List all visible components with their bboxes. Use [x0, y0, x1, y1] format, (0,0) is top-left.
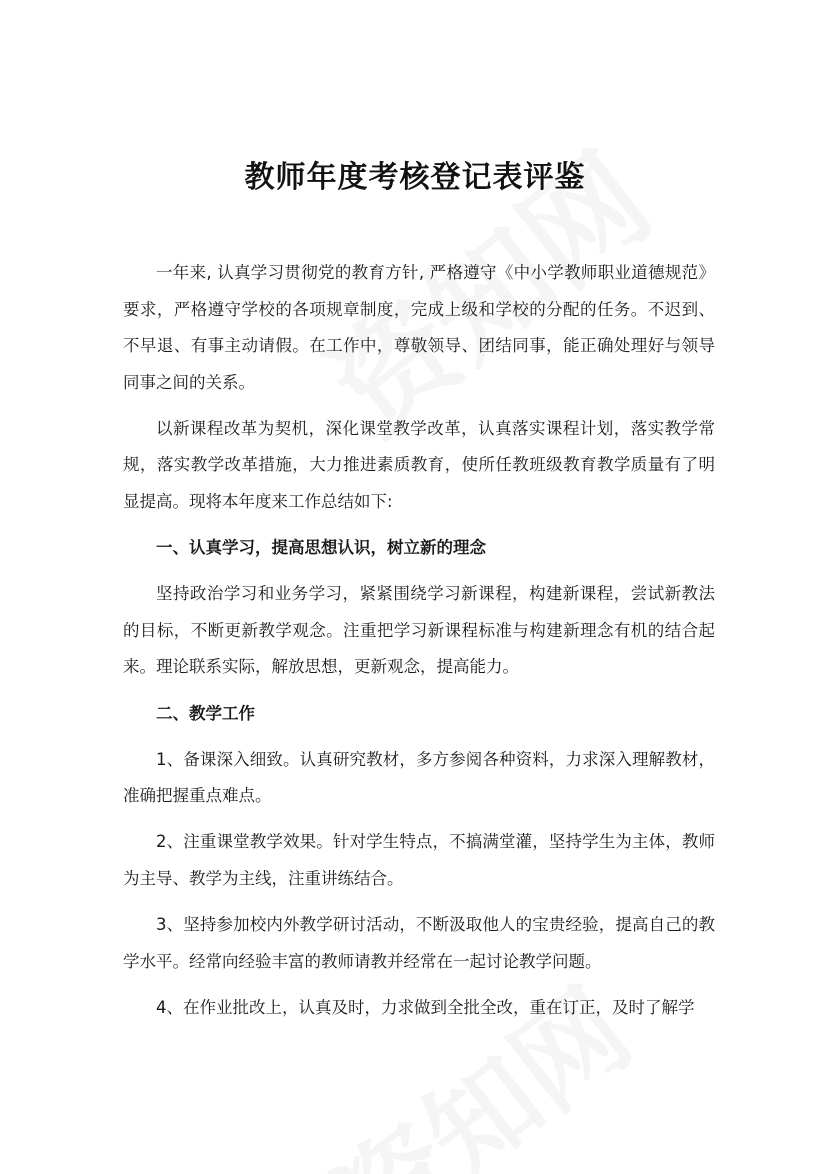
section-heading-1: 一、认真学习，提高思想认识，树立新的理念: [156, 538, 486, 558]
document-title: 教师年度考核登记表评鉴: [244, 160, 586, 195]
paragraph-reform: 以新课程改革为契机，深化课堂教学改革，认真落实课程计划，落实教学常规，落实教学改革措施，大力推进素质教育，使所任教班级教育教学质量有了明显提高。现将本年度来工作总结如下:: [123, 418, 715, 512]
paragraph-intro: 一年来, 认真学习贯彻党的教育方针, 严格遵守《中小学教师职业道德规范》要求，严格遵守学校的各项规章制度，完成上级和学校的分配的任务。不迟到、不早退、有事主动请假。在工作中，尊敬领导、团结同事，能正确处理好与领导同事之间的关系。: [123, 263, 715, 392]
document-body: [123, 255, 715, 1036]
paragraph-item-3: 3、坚持参加校内外教学研讨活动，不断汲取他人的宝贵经验，提高自己的教学水平。经常向经验丰富的教师请教并经常在一起讨论教学问题。: [123, 915, 715, 971]
paragraph-item-4: 4、在作业批改上，认真及时，力求做到全批全改，重在订正，及时了解学: [156, 997, 695, 1017]
paragraph-item-1: 1、备课深入细致。认真研究教材，多方参阅各种资料，力求深入理解教材，准确把握重点难点。: [123, 749, 715, 806]
paragraph-item-2: 2、注重课堂教学效果。针对学生特点，不搞满堂灌，坚持学生为主体，教师为主导、教学为主线，注重讲练结合。: [123, 832, 715, 888]
section-heading-2: 二、教学工作: [156, 703, 255, 723]
paragraph-study: 坚持政治学习和业务学习，紧紧围绕学习新课程，构建新课程，尝试新教法的目标，不断更新教学观念。注重把学习新课程标准与构建新理念有机的结合起来。理论联系实际，解放思想，更新观念，提高能力。: [123, 584, 715, 677]
